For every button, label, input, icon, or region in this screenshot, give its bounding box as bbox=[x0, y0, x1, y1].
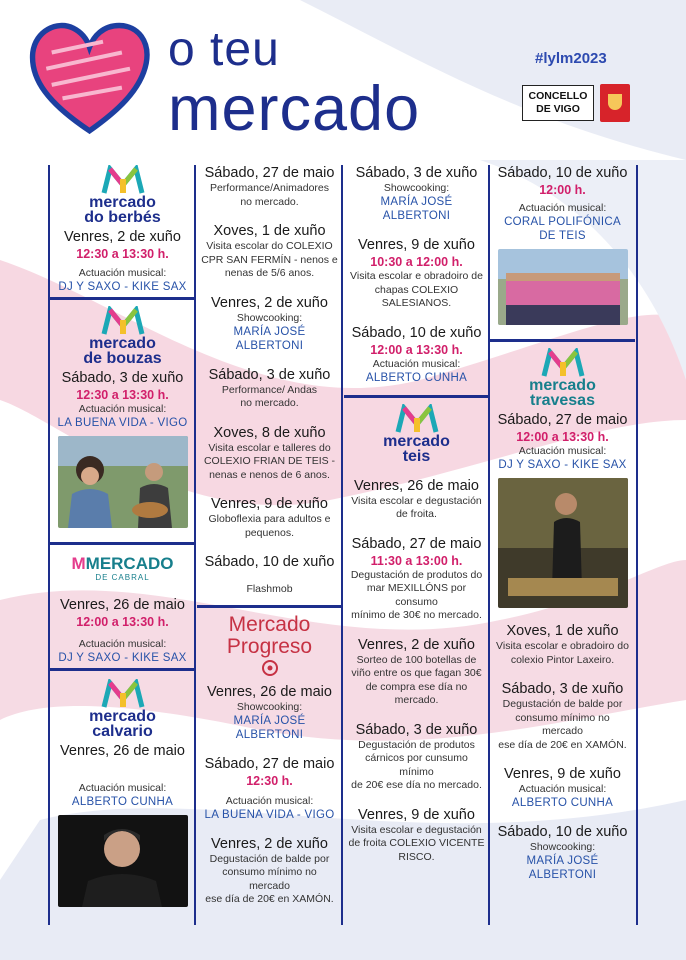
event-label: Showcooking: bbox=[529, 841, 596, 853]
spacer bbox=[348, 708, 485, 718]
spacer bbox=[494, 752, 631, 762]
event-day: Venres, 26 de maio bbox=[354, 477, 479, 494]
event-desc: Visita escolar e degustación bbox=[351, 823, 482, 836]
event-label: Actuación musical: bbox=[518, 783, 607, 795]
event-day: Sábado, 3 de xuño bbox=[61, 370, 184, 386]
event-day: Sábado, 27 de maio bbox=[204, 165, 335, 181]
choir-photo bbox=[498, 249, 628, 325]
event-day: Sábado, 3 de xuño bbox=[501, 681, 624, 697]
event-desc: Degustación de produtos bbox=[358, 738, 475, 751]
event-desc: Degustación de balde por bbox=[502, 698, 623, 710]
spacer bbox=[201, 742, 338, 752]
section-divider bbox=[50, 668, 195, 671]
spacer bbox=[348, 793, 485, 803]
event-day: Sábado, 10 de xuño bbox=[497, 165, 628, 181]
event-performer: DE TEIS bbox=[539, 230, 586, 242]
spacer bbox=[348, 522, 485, 532]
logo-text: do berbés bbox=[84, 209, 161, 226]
event-day: Sábado, 3 de xuño bbox=[355, 165, 478, 181]
event-desc: Visita escolar e obradoiro de bbox=[350, 270, 483, 282]
m-logo-icon bbox=[100, 165, 146, 195]
event-desc: Performance/Animadores bbox=[209, 182, 330, 194]
event-performer: LA BUENA VIDA - VIGO bbox=[57, 417, 188, 429]
mercado-bouzas-logo bbox=[54, 306, 191, 366]
event-day: Venres, 2 de xuño bbox=[358, 636, 475, 653]
concello-text2: DE VIGO bbox=[536, 103, 580, 115]
vigo-shield-icon bbox=[600, 84, 630, 122]
event-day: Venres, 26 de maio bbox=[60, 743, 185, 759]
event-desc: Visita escolar do COLEXIO bbox=[206, 240, 333, 252]
logo-text: calvario bbox=[92, 723, 153, 740]
event-desc: Visita escolar e degustación bbox=[351, 494, 482, 507]
band-photo bbox=[58, 436, 188, 528]
event-day: Venres, 2 de xuño bbox=[211, 835, 328, 852]
spacer bbox=[494, 810, 631, 820]
event-time: 11:30 a 13:00 h. bbox=[370, 553, 463, 568]
spacer bbox=[201, 411, 338, 421]
event-desc: SALESIANOS. bbox=[381, 297, 452, 309]
event-desc: Performance/ Andas bbox=[221, 383, 318, 396]
logo-text: mercado bbox=[529, 377, 596, 394]
event-desc: no mercado. bbox=[240, 195, 299, 208]
event-desc: de compra ese día no bbox=[365, 680, 468, 693]
event-label: Actuación musical: bbox=[78, 782, 167, 794]
logo-text: mercado bbox=[89, 708, 156, 725]
event-desc: de froita COLEXIO VICENTE bbox=[348, 837, 485, 849]
spacer bbox=[201, 353, 338, 363]
event-desc: Sorteo de 100 botellas de bbox=[356, 653, 477, 666]
event-day: Venres, 2 de xuño bbox=[211, 294, 328, 311]
event-desc: Degustación de balde por bbox=[209, 852, 330, 865]
event-day: Sábado, 27 de maio bbox=[497, 412, 628, 428]
column-divider bbox=[341, 165, 343, 925]
m-logo-icon bbox=[540, 348, 586, 378]
column-2 bbox=[201, 165, 338, 907]
spacer bbox=[348, 623, 485, 633]
event-time: 12:00 a 13:30 h. bbox=[76, 615, 169, 629]
event-day: Sábado, 3 de xuño bbox=[208, 366, 331, 383]
section-divider bbox=[50, 297, 195, 300]
event-desc: mercado. bbox=[394, 694, 439, 706]
event-performer: ALBERTO CUNHA bbox=[511, 797, 614, 809]
event-label: Showcooking: bbox=[383, 182, 450, 194]
event-performer: MARÍA JOSÉ ALBERTONI bbox=[233, 325, 306, 352]
event-day: Xoves, 1 de xuño bbox=[506, 623, 619, 639]
event-label: Actuación musical: bbox=[372, 357, 461, 370]
mercado-travesas-logo bbox=[494, 348, 631, 408]
event-day: Sábado, 10 de xuño bbox=[497, 824, 628, 840]
event-time: 12:30 h. bbox=[246, 773, 293, 788]
event-time: 12:30 a 13:30 h. bbox=[76, 388, 169, 402]
event-day: Venres, 26 de maio bbox=[60, 597, 185, 613]
event-desc: viño entre os que fagan 30€ bbox=[351, 667, 482, 679]
m-logo-icon bbox=[100, 679, 146, 709]
event-performer: DJ Y SAXO - KIKE SAX bbox=[58, 281, 187, 293]
dj-photo bbox=[498, 478, 628, 608]
logo-text: Progreso bbox=[226, 634, 313, 658]
logo-text: DE CABRAL bbox=[95, 573, 150, 582]
page-title-line1: o teu bbox=[168, 23, 280, 76]
logo-text: Mercado bbox=[228, 612, 311, 636]
event-day: Venres, 9 de xuño bbox=[504, 766, 621, 782]
event-desc: ese día de 20€ en XAMÓN. bbox=[498, 738, 627, 751]
section-divider bbox=[50, 542, 195, 545]
event-day: Venres, 9 de xuño bbox=[358, 237, 475, 253]
column-divider bbox=[488, 165, 490, 925]
event-desc: Degustación de produtos do bbox=[350, 568, 483, 581]
event-performer: ALBERTO CUNHA bbox=[365, 371, 468, 384]
event-label: Actuación musical: bbox=[225, 794, 314, 807]
event-time: 12:30 a 13:30 h. bbox=[76, 247, 169, 261]
event-performer: MARÍA JOSÉ ALBERTONI bbox=[380, 196, 453, 222]
column-4 bbox=[494, 165, 631, 882]
event-time: 10:30 a 12:00 h. bbox=[370, 255, 463, 269]
event-desc: consumo mínimo no mercado bbox=[222, 866, 317, 892]
event-label: Showcooking: bbox=[236, 311, 303, 324]
spacer bbox=[348, 311, 485, 321]
mercado-teis-logo bbox=[348, 404, 485, 464]
event-day: Sábado, 10 de xuño bbox=[351, 324, 482, 341]
event-day: Xoves, 8 de xuño bbox=[213, 424, 326, 441]
logo-text bbox=[54, 555, 191, 573]
progreso-emblem-icon bbox=[258, 658, 282, 678]
event-performer: MARÍA JOSÉ ALBERTONI bbox=[233, 714, 306, 741]
event-desc: de 20€ ese día no mercado. bbox=[351, 779, 482, 791]
event-time: 12:00 a 13:30 h. bbox=[370, 342, 463, 357]
event-desc: nenas e nenos de 6 anos. bbox=[209, 468, 330, 481]
event-desc: ese día de 20€ en XAMÓN. bbox=[205, 893, 334, 905]
heart-icon bbox=[22, 12, 157, 147]
event-day: Venres, 2 de xuño bbox=[64, 229, 181, 245]
logo-text: mercado bbox=[383, 432, 450, 450]
event-desc: Globoflexia para adultos e bbox=[208, 513, 331, 525]
event-desc: nenas de 5/6 anos. bbox=[224, 267, 315, 279]
event-day: Sábado, 27 de maio bbox=[351, 535, 482, 552]
m-logo-icon bbox=[100, 306, 146, 336]
column-divider bbox=[48, 165, 50, 925]
event-time: 12:00 h. bbox=[539, 183, 586, 197]
mercado-berbes-logo bbox=[54, 165, 191, 225]
event-desc: mar MEXILLÓNS por consumo bbox=[366, 582, 467, 608]
event-desc: Visita escolar e obradoiro do bbox=[496, 640, 629, 652]
event-label: Actuación musical: bbox=[518, 445, 607, 457]
event-day: Venres, 9 de xuño bbox=[211, 496, 328, 512]
mercado-progreso-logo bbox=[201, 614, 338, 680]
concello-logo bbox=[522, 85, 594, 121]
column-3 bbox=[348, 165, 485, 864]
event-day: Sábado, 3 de xuño bbox=[355, 721, 478, 738]
event-performer: DJ Y SAXO - KIKE SAX bbox=[498, 459, 627, 471]
mercado-cabral-logo bbox=[54, 555, 191, 593]
column-1 bbox=[54, 165, 191, 918]
event-day: Sábado, 27 de maio bbox=[204, 755, 335, 772]
event-performer: MARÍA JOSÉ ALBERTONI bbox=[526, 855, 599, 881]
logo-letter: M bbox=[71, 554, 86, 573]
mercado-calvario-logo bbox=[54, 679, 191, 739]
logo-text: de bouzas bbox=[83, 350, 162, 367]
event-performer: CORAL POLIFÓNICA bbox=[504, 216, 621, 228]
spacer bbox=[201, 540, 338, 550]
event-desc: Visita escolar e talleres do bbox=[208, 441, 331, 454]
event-day: Venres, 26 de maio bbox=[207, 683, 332, 700]
event-desc: COLEXIO FRIAN DE TEIS - bbox=[203, 455, 336, 467]
hashtag: #lylm2023 bbox=[535, 50, 607, 67]
logo-text: travesas bbox=[530, 392, 595, 409]
event-day: Venres, 9 de xuño bbox=[358, 806, 475, 823]
spacer bbox=[201, 482, 338, 492]
event-label: Actuación musical: bbox=[78, 638, 167, 650]
logo-text-main: MERCADO bbox=[85, 554, 174, 573]
event-desc: pequenos. bbox=[244, 526, 295, 539]
event-desc: consumo mínimo no mercado bbox=[515, 711, 610, 737]
event-day: Xoves, 1 de xuño bbox=[213, 223, 326, 239]
column-divider bbox=[636, 165, 638, 925]
event-label: Actuación musical: bbox=[78, 267, 167, 279]
event-desc: de froita. bbox=[396, 508, 437, 520]
spacer bbox=[201, 209, 338, 219]
spacer bbox=[494, 667, 631, 677]
page-title-line2: mercado bbox=[168, 74, 421, 144]
spacer bbox=[348, 223, 485, 233]
section-divider bbox=[197, 605, 342, 608]
performer-photo bbox=[58, 815, 188, 907]
event-label: Actuación musical: bbox=[78, 403, 167, 415]
event-desc: chapas COLEXIO bbox=[374, 283, 459, 296]
event-desc: colexio Pintor Laxeiro. bbox=[510, 653, 615, 666]
event-label: Showcooking: bbox=[236, 700, 303, 713]
concello-text1: CONCELLO bbox=[528, 90, 588, 102]
spacer bbox=[201, 281, 338, 291]
event-performer: DJ Y SAXO - KIKE SAX bbox=[58, 652, 187, 664]
event-performer: ALBERTO CUNHA bbox=[71, 796, 174, 808]
event-desc: no mercado. bbox=[240, 397, 299, 409]
header bbox=[0, 0, 686, 160]
event-performer: LA BUENA VIDA - VIGO bbox=[204, 808, 335, 821]
spacer bbox=[201, 822, 338, 832]
section-divider bbox=[344, 395, 489, 398]
logo-text: mercado bbox=[89, 335, 156, 352]
event-day: Sábado, 10 de xuño bbox=[204, 554, 335, 570]
event-desc: cárnicos por cunsumo mínimo bbox=[365, 752, 468, 778]
logo-text: teis bbox=[402, 447, 431, 465]
event-time: 12:00 a 13:30 h. bbox=[516, 430, 609, 444]
m-logo-icon bbox=[394, 404, 440, 434]
event-desc: mínimo de 30€ no mercado. bbox=[351, 609, 482, 621]
event-label: Actuación musical: bbox=[518, 202, 607, 214]
event-desc: Flashmob bbox=[246, 583, 293, 595]
section-divider bbox=[490, 339, 635, 342]
event-desc: RISCO. bbox=[398, 850, 435, 863]
event-desc: CPR SAN FERMÍN - nenos e bbox=[201, 253, 338, 266]
logo-text: mercado bbox=[89, 194, 156, 211]
column-divider bbox=[194, 165, 196, 925]
